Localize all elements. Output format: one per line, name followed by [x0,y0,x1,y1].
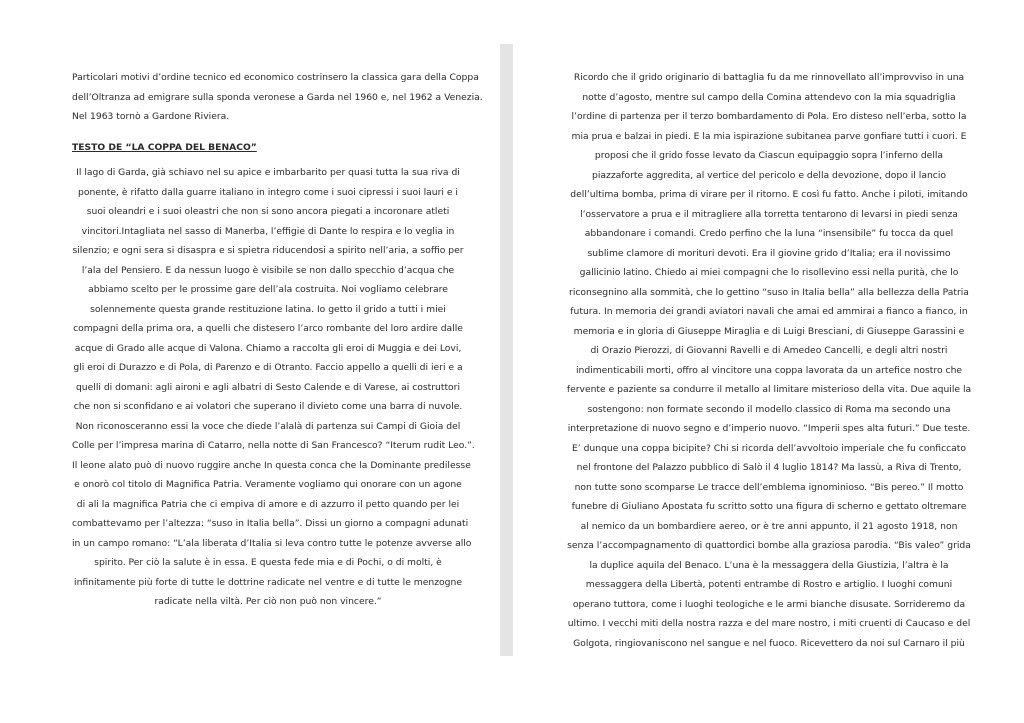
body-line: radicate nella viltà. Per ciò non può non vincere.” [154,596,382,607]
body-line: silenzio; e ogni sera si disaspra e si spietra riducendosi a spirito nell’aria, a soffio per [72,245,464,256]
intro-line: Particolari motivi d’ordine tecnico ed economico costrinsero la classica gara della Coppa [72,72,479,83]
body-line: gallicinio latino. Chiedo ai miei compagni che lo risollevino essi nella purità, che lo [579,267,959,278]
body-line: operano tuttora, come i luoghi teologiche e le armi bianche disusate. Sorrideremo da [572,598,966,610]
left-page-content [72,68,483,612]
left-page [0,44,500,656]
body-line: Il lago di Garda, già schiavo nel su apice e imbarbarito per quasi tutta la sua riva di [76,167,460,178]
body-line: e onorò col titolo di Magnifica Patria. Veramente vogliamo qui onorare con un agone [74,479,462,490]
body-line: Golgota, ringiovaniscono nel sangue e nel fuoco. Ricevettero da noi sul Carnaro il più [573,637,965,649]
body-line: suoi oleandri e i suoi oleastri che non si sono ancora piegati a incoronare atleti [86,206,450,217]
body-line: in un campo romano: “L’ala liberata d’Italia si leva contro tutte le potenze avverse allo [72,537,472,549]
body-line: ultimo. I vecchi miti della nostra razza e del mare nostro, i miti cruenti di Caucaso e del [567,618,971,629]
body-line: Non riconosceranno essi la voce che diede l’alalà di partenza sui Campi di Gioia del [75,420,461,432]
left-body-text [72,163,475,612]
right-page [513,44,1024,656]
page-separator [500,44,513,656]
body-line: nel frontone del Palazzo pubblico di Salò il 4 luglio 1814? Ma lassù, a Riva di Trento, [576,462,962,473]
body-line: l’ala del Pensiero. E da nessun luogo è visibile se non dallo specchio d’acqua che [81,264,455,276]
body-line: spirito. Per ciò la salute è in essa. E questa fede mia e di Pochi, o di molti, è [94,557,442,568]
intro-line: Nel 1963 tornò a Gardone Riviera. [72,111,230,122]
body-line: non tutte sono scomparse Le tracce dell’emblema ignominioso. “Bis pereo.” Il motto [574,481,964,493]
body-line: notte d’agosto, mentre sul campo della Comina attendevo con la mia squadriglia [582,91,956,103]
body-line: combattevamo per l’altezza: “suso in Italia bella”. Dissi un giorno a compagni adunati [72,518,469,529]
paragraph-spacer [72,127,464,138]
body-line: acque di Grado alle acque di Valona. Chiamo a raccolta gli eroi di Muggia e dei Lovi, [74,342,462,354]
body-line: interpretazione di nuovo segno e d’imperio nuovo. “Imperii spes alta futuri.” Due teste. [567,423,971,434]
body-line: di Orazio Pierozzi, di Giovanni Ravelli e di Amedeo Cancelli, e degli altri nostri [590,345,948,356]
body-line: fervente e paziente sa condurre il metallo al limitare misterioso della vita. Due aquile la [566,384,972,395]
body-line: mia prua e balzai in piedi. E la mia ispirazione subitanea parve gonfiare tutti i cuori. E [571,130,967,142]
body-line: sublime clamore di morituri devoti. Era il giovine grido d’Italia; era il novissimo [587,247,951,259]
body-line: compagni della prima ora, a quelli che distesero l’arco rombante del loro ardire dalle [73,323,463,334]
body-line: l’osservatore a prua e il mitragliere alla torretta tentarono di levarsi in piedi senza [580,208,958,220]
body-line: abbandonare i comandi. Credo perfino che la luna “insensibile” fu tocca da quel [584,228,954,239]
body-line: Ricordo che il grido originario di battaglia fu da me rinnovellato all’improvviso in una [573,72,965,83]
body-line: indimenticabili morti, offro al vincitore una coppa lavorata da un artefice nostro che [575,364,963,376]
body-line: solennemente questa grande restituzione latina. Io getto il grido a tutti i miei [90,303,446,315]
body-line: riconsegnino alla sommità, che lo gettino “suso in Italia bella” alla bellezza della Patria [569,286,969,298]
body-line: che non si sconfidano e ai volatori che superano il divieto come una barra di nuvole. [73,401,463,412]
body-line: vincitori.Intagliata nel sasso di Manerba, l’effigie di Dante lo respira e lo veglia in [81,225,455,237]
body-line: proposi che il grido fosse levato da Ciascun equipaggio sopra l’inferno della [594,150,944,161]
body-line: sostengono: non formate secondo il modello classico di Roma ma secondo una [587,403,951,415]
body-line: E’ dunque una coppa bicipite? Chi si ricorda dell’avvoltoio imperiale che fu conficcato [571,442,967,454]
body-line: piazzaforte aggredita, al vertice del pericolo e della devozione, dopo il lancio [591,169,946,181]
body-line: funebre di Giuliano Apostata fu scritto sotto una figura di scherno e gettato oltremare [571,501,967,512]
body-line: messaggera della Libertà, potenti entrambe di Rostro e artiglio. I luoghi comuni [585,579,953,590]
intro-line: dell’Oltranza ad emigrare sulla sponda veronese a Garda nel 1960 e, nel 1962 a Venezia. [72,91,483,103]
right-page-content [543,68,995,653]
body-line: senza l’accompagnamento di quattordici bombe alla graziosa parodia. “Bis valeo” grida [567,540,971,551]
body-line: futura. In memoria dei grandi aviatori navali che amai ed ammirai a fianco a fianco, in [570,306,968,317]
body-line: la duplice aquila del Benaco. L’una è la messaggera della Giustizia, l’altra è la [589,559,949,571]
body-line: al nemico da un bombardiere aereo, or è tre anni appunto, il 21 agosto 1918, non [580,520,958,532]
body-line: l’ordine di partenza per il terzo bombardamento di Pola. Ero disteso nell’erba, sotto la [571,111,967,122]
body-line: abbiamo scelto per le prossime gare dell’ala costruita. Noi vogliamo celebrare [88,284,448,295]
body-line: Colle per l’impresa marina di Catarro, nella notte di San Francesco? “Iterum rudit Leo.”. [72,440,475,451]
body-line: Il leone alato può di nuovo ruggire anche In questa conca che la Dominante predilesse [72,459,471,471]
body-line: infinitamente più forte di tutte le dottrine radicate nel ventre e di tutte le menzogne [74,576,462,588]
body-line: memoria e in gloria di Giuseppe Miraglia e di Luigi Bresciani, di Giuseppe Garassini e [573,325,965,337]
intro-paragraph [72,68,483,127]
section-heading: TESTO DE “LA COPPA DEL BENACO” [72,141,257,153]
body-line: gli eroi di Durazzo e di Pola, di Parenzo e di Otranto. Faccio appello a quelli di ieri e a [73,362,463,373]
body-line: quelli di domani: agli aironi e agli albatri di Sesto Calende e di Varese, ai costruttori [75,381,461,393]
body-line: ponente, è rifatto dalla guarre italiano in integro come i suoi cipressi i suoi lauri e i [78,186,458,198]
body-line: dell’ultima bomba, prima di virare per il ritorno. E così fu fatto. Anche i piloti, imitando [570,189,968,200]
body-line: di ali la magnifica Patria che ci empiva di amore e di azzurro il petto quando per lei [76,498,460,510]
